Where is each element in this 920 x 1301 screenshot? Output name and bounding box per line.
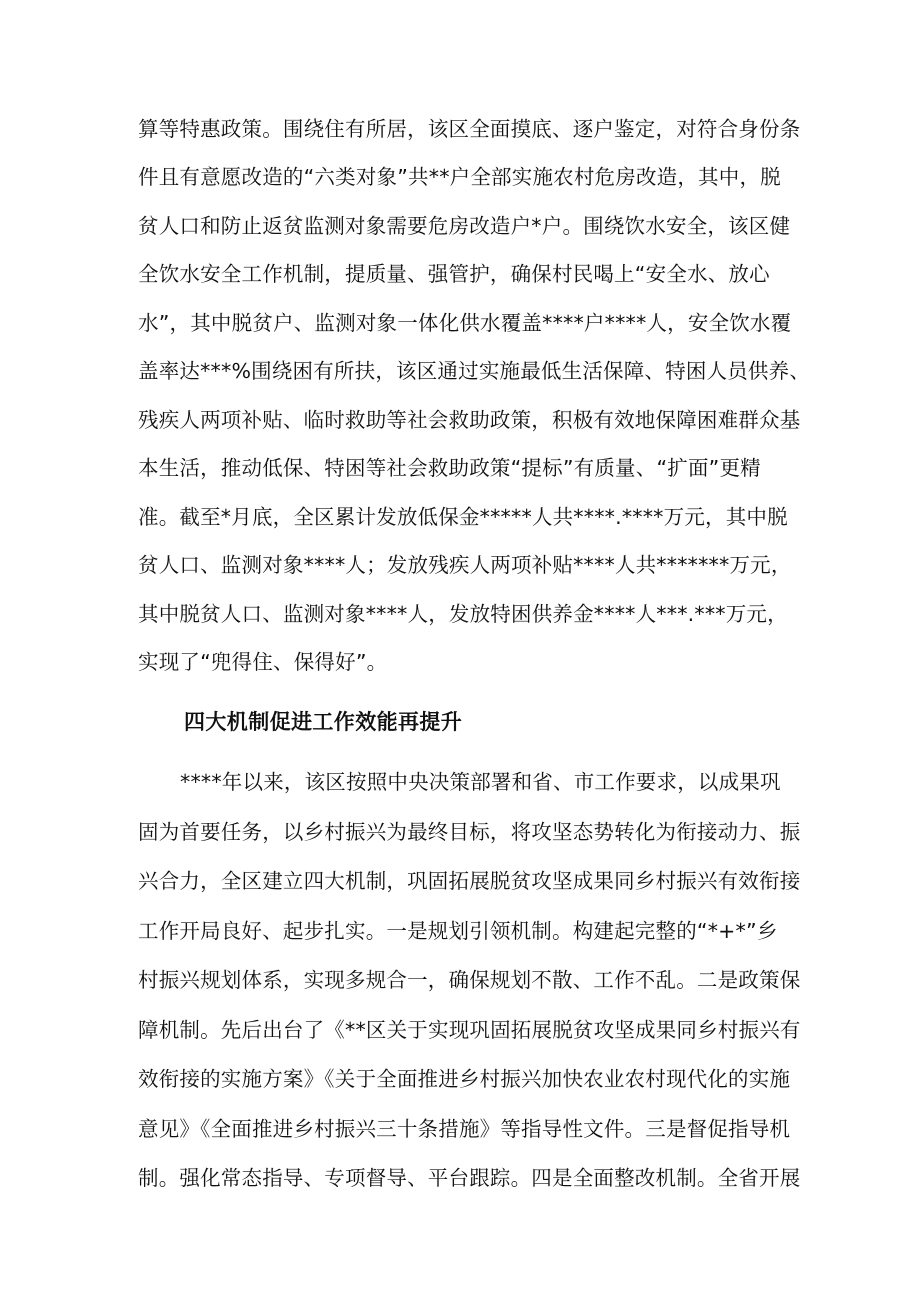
paragraph-1-line: 实现了“兜得住、保得好”。 [138,650,388,674]
paragraph-1-line: 本生活，推动低保、特困等社会救助政策“提标”有质量、“扩面”更精 [138,456,761,480]
paragraph-2-line: 村振兴规划体系，实现多规合一，确保规划不散、工作不乱。二是政策保 [138,968,801,992]
paragraph-1-line: 准。截至*月底，全区累计发放低保金*****人共****.****万元，其中脱 [138,505,788,529]
paragraph-1-line: 件且有意愿改造的“六类对象”共**户全部实施农村危房改造，其中，脱 [138,165,781,189]
paragraph-1-line: 贫人口和防止返贫监测对象需要危房改造户*户。围绕饮水安全，该区健 [138,214,791,238]
paragraph-2-line: 制。强化常态指导、专项督导、平台跟踪。四是全面整改机制。全省开展 [138,1166,801,1190]
paragraph-1-line: 残疾人两项补贴、临时救助等社会救助政策，积极有效地保障困难群众基 [138,408,801,432]
paragraph-2-line: 障机制。先后出台了《**区关于实现巩固拓展脱贫攻坚成果同乡村振兴有 [138,1018,801,1042]
paragraph-1-line: 水”，其中脱贫户、监测对象一体化供水覆盖****户****人，安全饮水覆 [138,311,792,335]
paragraph-2-line: ****年以来，该区按照中央决策部署和省、市工作要求，以成果巩 [180,770,781,794]
paragraph-1-line: 贫人口、监测对象****人；发放残疾人两项补贴****人共*******万元， [138,553,792,577]
paragraph-2-line: 意见》《全面推进乡村振兴三十条措施》等指导性文件。三是督促指导机 [138,1117,791,1141]
paragraph-2-line: 固为首要任务，以乡村振兴为最终目标，将攻坚态势转化为衔接动力、振 [138,820,801,844]
section-heading: 四大机制促进工作效能再提升 [184,710,463,734]
paragraph-2-line: 工作开局良好、起步扎实。一是规划引领机制。构建起完整的“*+*”乡 [138,919,778,943]
paragraph-2-line: 兴合力，全区建立四大机制，巩固拓展脱贫攻坚成果同乡村振兴有效衔接 [138,869,801,893]
paragraph-1-line: 其中脱贫人口、监测对象****人，发放特困供养金****人***.***万元， [138,602,788,626]
paragraph-1-line: 盖率达***%围绕困有所扶，该区通过实施最低生活保障、特困人员供养、 [138,359,811,383]
paragraph-1-line: 全饮水安全工作机制，提质量、强管护，确保村民喝上“安全水、放心 [138,262,770,286]
paragraph-1-line: 算等特惠政策。围绕住有所居，该区全面摸底、逐户鉴定，对符合身份条 [138,117,801,141]
paragraph-2-line: 效衔接的实施方案》《关于全面推进乡村振兴加快农业农村现代化的实施 [138,1067,791,1091]
